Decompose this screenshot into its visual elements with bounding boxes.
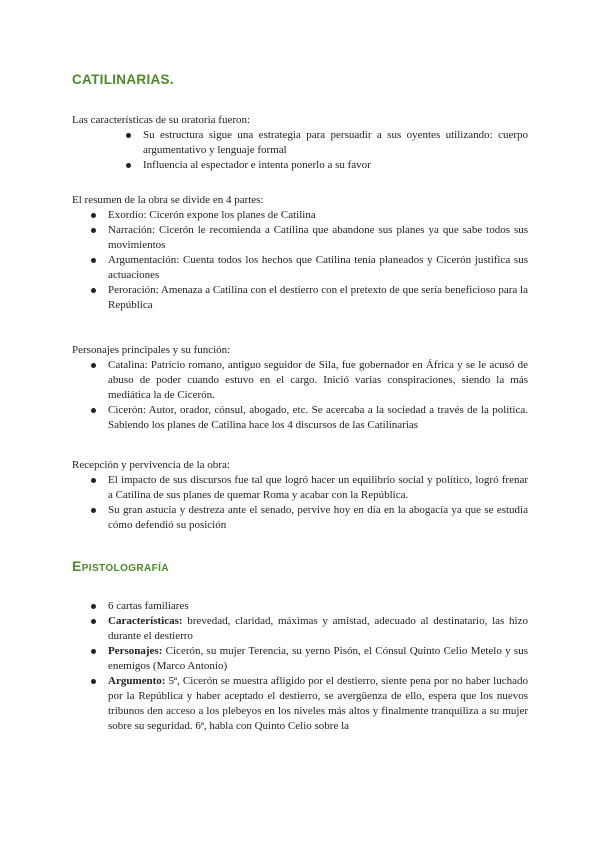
oratoria-intro: Las características de su oratoria fueron: bbox=[72, 114, 251, 126]
section-title-epistolografia: Epistolografía bbox=[72, 558, 169, 574]
recepcion-intro: Recepción y pervivencia de la obra: bbox=[72, 459, 230, 471]
list-item: Personajes: Cicerón, su mujer Terencia, su yerno Pisón, el Cónsul Quinto Celio Metelo y sus enemigos (Marco Antonio) bbox=[108, 644, 528, 674]
list-item: Cicerón: Autor, orador, cónsul, abogado, etc. Se acercaba a la sociedad a través de la política. Sabiendo los planes de Catilina hace los 4 discursos de las Catilinarias bbox=[108, 403, 528, 433]
personajes-list bbox=[108, 358, 528, 433]
list-item: 6 cartas familiares bbox=[108, 599, 528, 614]
recepcion-list bbox=[108, 473, 528, 533]
resumen-intro: El resumen de la obra se divide en 4 partes: bbox=[72, 194, 264, 206]
personajes-intro: Personajes principales y su función: bbox=[72, 344, 231, 356]
list-item: Influencia al espectador e intenta ponerlo a su favor bbox=[143, 158, 528, 173]
resumen-list bbox=[108, 208, 528, 313]
list-item: Su gran astucia y destreza ante el senado, pervive hoy en día en la abogacía ya que se estudia cómo defendió su posición bbox=[108, 503, 528, 533]
list-item: Peroración: Amenaza a Catilina con el destierro con el pretexto de que sería beneficioso para la República bbox=[108, 283, 528, 313]
list-item: El impacto de sus discursos fue tal que logró hacer un equilibrio social y político, logró frenar a Catilina de sus planes de quemar Roma y acabar con la República. bbox=[108, 473, 528, 503]
oratoria-list bbox=[143, 128, 528, 173]
list-item: Características: brevedad, claridad, máximas y amistad, adecuado al destinatario, las hizo durante el destierro bbox=[108, 614, 528, 644]
list-item: Argumento: 5ª, Cicerón se muestra afligido por el destierro, siente pena por no haber luchado por la República y haber aceptado el destierro, se avergüenza de ello, espera que los nuevos tribunos den acceso a los plebeyos en los niveles más altos y finalmente tranquiliza a su mujer sobre su seguridad. 6ª, habla con Quinto Celio sobre la bbox=[108, 674, 528, 734]
list-item: Su estructura sigue una estrategia para persuadir a sus oyentes utilizando: cuerpo argumentativo y lenguaje formal bbox=[143, 128, 528, 158]
section-title-catilinarias: CATILINARIAS. bbox=[72, 72, 174, 87]
list-item: Exordio: Cicerón expone los planes de Catilina bbox=[108, 208, 528, 223]
list-item: Narración: Cicerón le recomienda a Catilina que abandone sus planes ya que sabe todos sus movimientos bbox=[108, 223, 528, 253]
epistolografia-list bbox=[108, 599, 528, 734]
list-item: Argumentación: Cuenta todos los hechos que Catilina tenía planeados y Cicerón justifica sus actuaciones bbox=[108, 253, 528, 283]
list-item: Catalina: Patricio romano, antiguo seguidor de Sila, fue gobernador en África y se le acusó de abuso de poder cuando estuvo en el cargo. Inició varias conspiraciones, siendo la más mediática la de Cicerón. bbox=[108, 358, 528, 403]
